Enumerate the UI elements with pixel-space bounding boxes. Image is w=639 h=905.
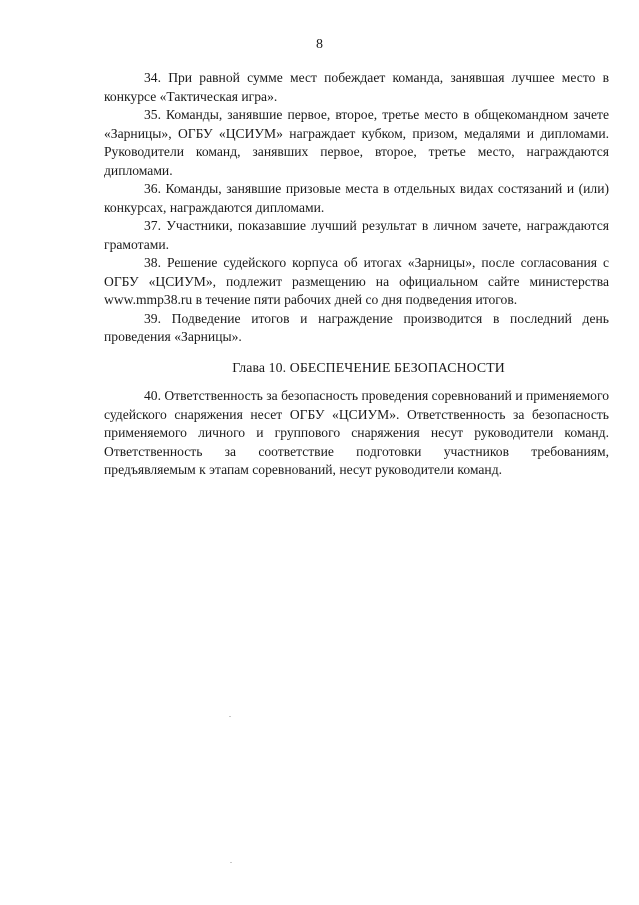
scan-speck xyxy=(229,716,231,717)
scan-speck xyxy=(230,862,232,863)
page-number: 8 xyxy=(316,37,323,52)
paragraph-40: 40. Ответственность за безопасность проведения соревнований и применяемого судейского снаряжения несет ОГБУ «ЦСИУМ». Ответственность за безопасность применяемого личного и группового снаряжения несут руководители команд. Ответственность за соответствие подготовки участников требованиям, предъявляемым к этапам соревнований, несут руководители команд. xyxy=(104,388,609,477)
paragraph-35: 35. Команды, занявшие первое, второе, третье место в общекомандном зачете «Зарницы», ОГБУ «ЦСИУМ» награждает кубком, призом, медалями и дипломами. Руководители команд, занявших первое, второе, третье место, награждаются дипломами. xyxy=(104,107,609,178)
chapter-heading: Глава 10. ОБЕСПЕЧЕНИЕ БЕЗОПАСНОСТИ xyxy=(232,359,505,375)
paragraph-37: 37. Участники, показавшие лучший результат в личном зачете, награждаются грамотами. xyxy=(104,218,609,252)
paragraph-38: 38. Решение судейского корпуса об итогах «Зарницы», после согласования с ОГБУ «ЦСИУМ», подлежит размещению на официальном сайте министерства www.mmp38.ru в течение пяти рабочих дней со дня подведения итогов. xyxy=(104,255,609,307)
paragraph-34: 34. При равной сумме мест побеждает команда, занявшая лучшее место в конкурсе «Тактическая игра». xyxy=(104,70,609,104)
paragraph-39: 39. Подведение итогов и награждение производится в последний день проведения «Зарницы». xyxy=(104,310,609,344)
paragraph-36: 36. Команды, занявшие призовые места в отдельных видах состязаний и (или) конкурсах, награждаются дипломами. xyxy=(104,181,609,215)
document-body xyxy=(104,69,609,480)
